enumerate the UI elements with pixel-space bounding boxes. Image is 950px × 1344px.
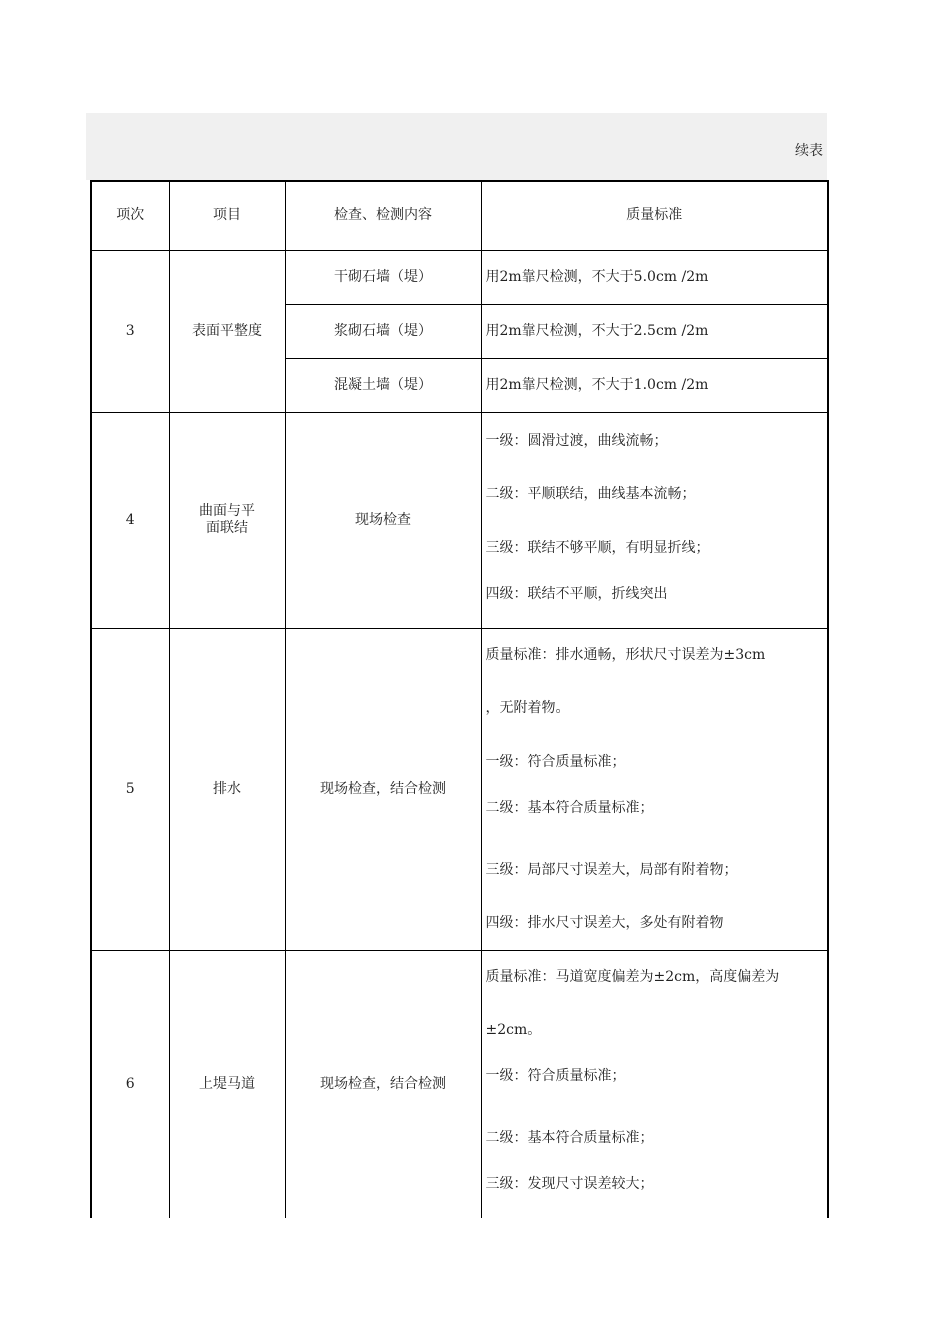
row-num: 5 [91, 628, 169, 950]
row-method: 现场检查，结合检测 [285, 950, 481, 1218]
row-item: 上堤马道 [169, 950, 285, 1218]
row-item-line: 曲面与平 [199, 503, 255, 520]
table-row [91, 412, 828, 628]
row-num: 6 [91, 950, 169, 1218]
row-num: 4 [91, 412, 169, 628]
standard-line: 一级：圆滑过渡，曲线流畅； [485, 432, 668, 449]
continued-caption: 续表 [795, 143, 823, 159]
header-standard: 质量标准 [481, 181, 828, 250]
row-method: 现场检查，结合检测 [285, 628, 481, 950]
header-method: 检查、检测内容 [285, 181, 481, 250]
standard-line: 质量标准：马道宽度偏差为±2cm，高度偏差为 [485, 968, 780, 985]
table-row [91, 628, 828, 950]
header-item: 项目 [169, 181, 285, 250]
table-header-row [91, 181, 828, 250]
row-standard: 用2m靠尺检测，不大于5.0cm /2m [481, 250, 828, 304]
row-item: 排水 [169, 628, 285, 950]
standard-line: 四级：联结不平顺，折线突出 [485, 585, 668, 602]
row-standard [481, 950, 828, 1218]
header-num: 项次 [91, 181, 169, 250]
row-num: 3 [91, 250, 169, 412]
row-standard [481, 412, 828, 628]
table-row [91, 250, 828, 304]
standard-line: 二级：基本符合质量标准； [485, 1129, 654, 1146]
row-item-line: 面联结 [206, 520, 248, 536]
standard-line: 三级：联结不够平顺，有明显折线； [485, 540, 710, 557]
quality-standards-table [90, 180, 829, 1218]
row-standard: 用2m靠尺检测，不大于2.5cm /2m [481, 304, 828, 358]
caption-band [86, 113, 827, 180]
standard-line: 四级：排水尺寸误差大，多处有附着物 [485, 915, 724, 932]
row-item [169, 412, 285, 628]
table-row [91, 950, 828, 1218]
standard-line: 一级：符合质量标准； [485, 1068, 626, 1085]
standard-line: 二级：平顺联结，曲线基本流畅； [485, 486, 696, 503]
row-standard: 用2m靠尺检测，不大于1.0cm /2m [481, 358, 828, 412]
standard-line: ，无附着物。 [485, 700, 570, 717]
row-method: 现场检查 [285, 412, 481, 628]
standard-line: 一级：符合质量标准； [485, 754, 626, 771]
standard-line: 质量标准：排水通畅，形状尺寸误差为±3cm [485, 646, 766, 663]
row-item: 表面平整度 [169, 250, 285, 412]
row-method: 混凝土墙（堤） [285, 358, 481, 412]
standard-line: 三级：发现尺寸误差较大； [485, 1175, 654, 1192]
row-method: 干砌石墙（堤） [285, 250, 481, 304]
standard-line: ±2cm。 [485, 1022, 542, 1039]
row-standard [481, 628, 828, 950]
row-method: 浆砌石墙（堤） [285, 304, 481, 358]
standard-line: 二级：基本符合质量标准； [485, 799, 654, 816]
standard-line: 三级：局部尺寸误差大，局部有附着物； [485, 861, 738, 878]
